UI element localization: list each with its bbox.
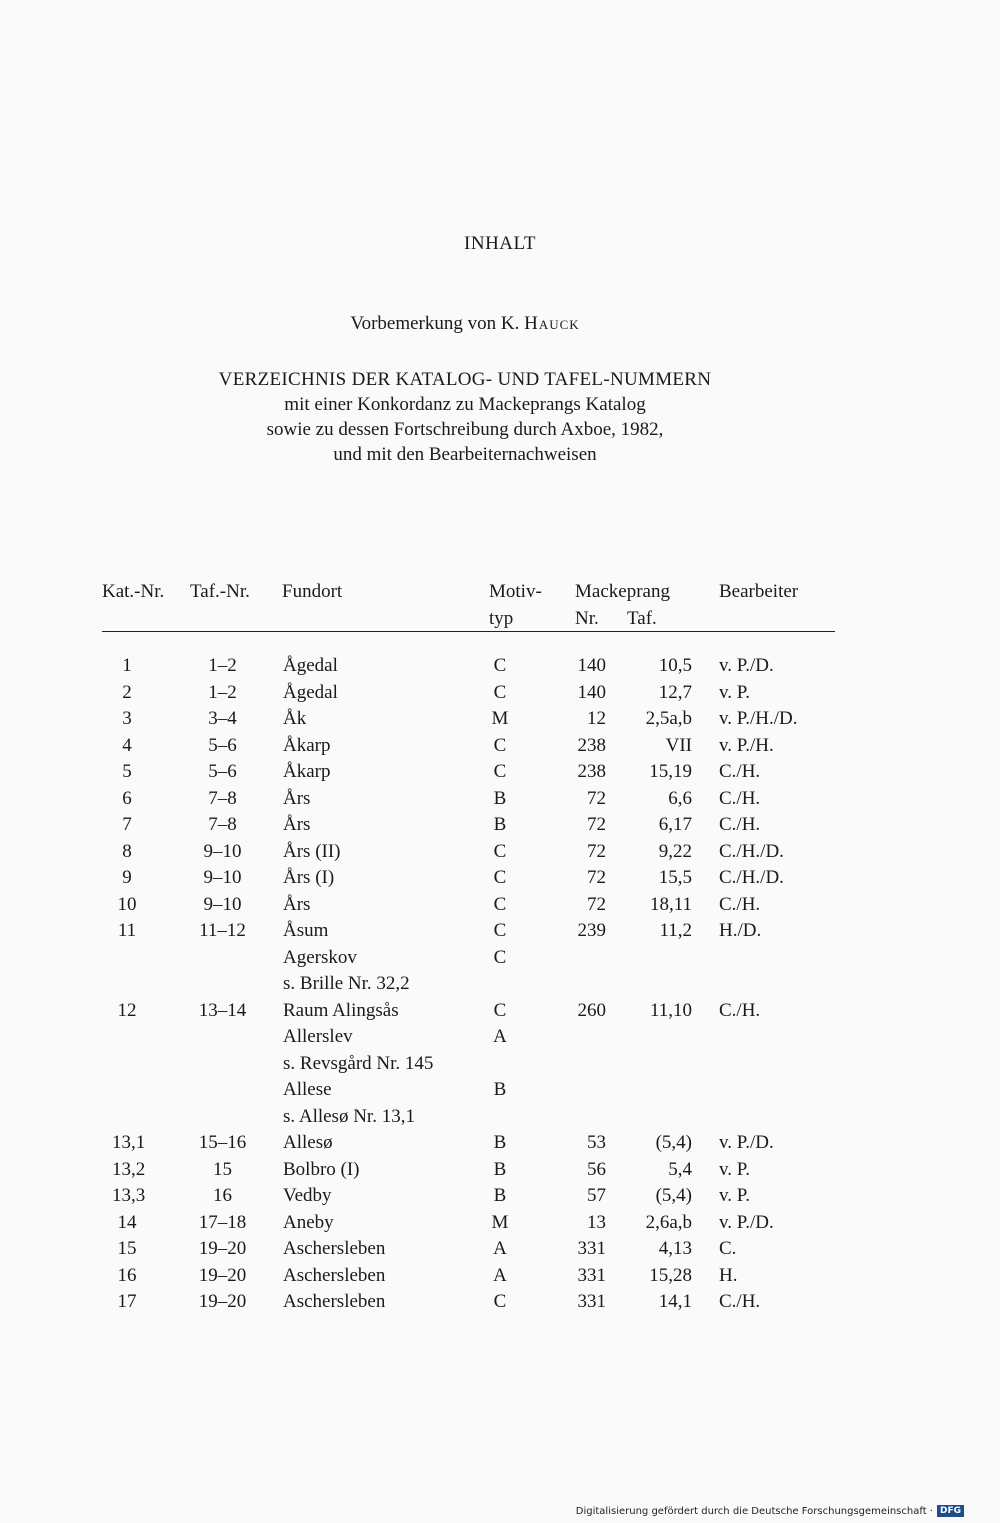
cell-mnr: 72 xyxy=(587,840,606,862)
cell-motiv: C xyxy=(493,920,507,941)
cell-fundort: Ågedal xyxy=(283,655,338,676)
cell-mtaf: 18,11 xyxy=(649,893,692,915)
table-row xyxy=(0,838,1000,865)
cell-fundort: s. Allesø Nr. 13,1 xyxy=(283,1105,415,1127)
cell-mtaf: (5,4) xyxy=(655,1185,692,1206)
cell-mtaf: (5,4) xyxy=(655,1132,692,1153)
table-row xyxy=(0,785,1000,812)
cell-kat: 7 xyxy=(122,814,132,835)
cell-motiv: C xyxy=(493,840,507,862)
cell-mnr: 72 xyxy=(587,893,606,915)
cell-bear: H. xyxy=(719,1264,738,1286)
verzeichnis-line-1: VERZEICHNIS DER KATALOG- UND TAFEL-NUMMERN xyxy=(218,369,712,390)
cell-mtaf: 2,5a,b xyxy=(645,708,692,729)
cell-bear: C./H./D. xyxy=(719,867,784,888)
cell-fundort: Bolbro (I) xyxy=(283,1158,360,1180)
cell-mtaf: 6,17 xyxy=(658,814,692,835)
cell-mtaf: 15,19 xyxy=(649,761,692,782)
vorbemerkung-entry[interactable] xyxy=(0,313,930,335)
cell-taf: 9–10 xyxy=(203,867,242,888)
footer-text: Digitalisierung gefördert durch die Deutsche Forschungsgemeinschaft · xyxy=(575,1505,933,1517)
vorbemerkung-author: Hauck xyxy=(524,313,580,334)
cell-fundort: Raum Alingsås xyxy=(283,999,399,1021)
cell-taf: 1–2 xyxy=(208,681,237,703)
cell-fundort: Allese xyxy=(283,1079,332,1100)
table-row xyxy=(0,705,1000,732)
cell-bear: H./D. xyxy=(719,920,762,941)
cell-fundort: Års (II) xyxy=(283,840,341,862)
cell-fundort: Aschersleben xyxy=(283,1238,386,1259)
cell-kat: 11 xyxy=(117,920,137,941)
cell-mtaf: 15,5 xyxy=(658,867,692,888)
header-kat: Kat.-Nr. xyxy=(102,581,165,602)
header-rule xyxy=(102,631,835,632)
table-row xyxy=(0,679,1000,706)
dfg-logo: DFG xyxy=(937,1505,964,1517)
table-row xyxy=(0,1076,1000,1103)
cell-motiv: B xyxy=(493,1158,507,1180)
header-motiv-2: typ xyxy=(489,608,514,629)
cell-bear: C./H. xyxy=(719,814,761,835)
cell-mtaf: 4,13 xyxy=(658,1238,692,1259)
cell-kat: 15 xyxy=(117,1238,137,1259)
cell-mnr: 331 xyxy=(577,1264,606,1286)
cell-motiv: C xyxy=(493,655,507,676)
table-row xyxy=(0,1129,1000,1156)
cell-mnr: 140 xyxy=(577,655,606,676)
cell-taf: 19–20 xyxy=(198,1291,247,1312)
header-motiv-1: Motiv- xyxy=(489,581,542,602)
cell-taf: 9–10 xyxy=(203,893,242,915)
cell-mtaf: 11,10 xyxy=(649,999,692,1021)
cell-kat: 8 xyxy=(122,840,132,862)
cell-mnr: 57 xyxy=(587,1185,606,1206)
cell-mnr: 238 xyxy=(577,734,606,756)
cell-fundort: Åsum xyxy=(283,920,329,941)
footer xyxy=(576,1505,964,1517)
cell-bear: C. xyxy=(719,1238,737,1259)
cell-motiv: B xyxy=(493,1079,507,1100)
cell-mnr: 331 xyxy=(577,1238,606,1259)
cell-fundort: Åkarp xyxy=(283,734,331,756)
cell-taf: 19–20 xyxy=(198,1238,247,1259)
cell-bear: v. P. xyxy=(719,1185,750,1206)
cell-fundort: Års xyxy=(283,814,311,835)
cell-mnr: 140 xyxy=(577,681,606,703)
cell-bear: v. P./D. xyxy=(719,1211,774,1233)
cell-mtaf: 10,5 xyxy=(658,655,692,676)
cell-kat: 13,3 xyxy=(112,1185,146,1206)
cell-mnr: 56 xyxy=(587,1158,606,1180)
cell-motiv: C xyxy=(493,893,507,915)
cell-motiv: A xyxy=(493,1238,507,1259)
cell-bear: v. P. xyxy=(719,681,750,703)
cell-motiv: B xyxy=(493,1185,507,1206)
table-row xyxy=(0,732,1000,759)
header-taf: Taf.-Nr. xyxy=(190,581,250,602)
cell-motiv: C xyxy=(493,761,507,782)
cell-fundort: Vedby xyxy=(283,1185,332,1206)
table-row xyxy=(0,917,1000,944)
cell-fundort: Års xyxy=(283,787,311,809)
cell-kat: 2 xyxy=(122,681,132,703)
cell-mtaf: 12,7 xyxy=(658,681,692,703)
cell-bear: v. P./D. xyxy=(719,655,774,676)
cell-fundort: Åk xyxy=(283,708,307,729)
cell-motiv: C xyxy=(493,946,507,968)
cell-taf: 13–14 xyxy=(198,999,247,1021)
header-mackeprang: Mackeprang xyxy=(575,581,670,602)
header-fundort: Fundort xyxy=(282,581,343,602)
cell-motiv: C xyxy=(493,867,507,888)
table-row xyxy=(0,811,1000,838)
verzeichnis-line-3: sowie zu dessen Fortschreibung durch Axboe, 1982, xyxy=(266,419,664,440)
cell-taf: 1–2 xyxy=(208,655,237,676)
cell-fundort: Aschersleben xyxy=(283,1264,386,1286)
table-row xyxy=(0,1023,1000,1050)
cell-taf: 5–6 xyxy=(208,734,237,756)
cell-mnr: 12 xyxy=(587,708,606,729)
cell-fundort: Års (I) xyxy=(283,867,335,888)
cell-mtaf: 15,28 xyxy=(649,1264,692,1286)
verzeichnis-line-4: und mit den Bearbeiternachweisen xyxy=(333,444,597,465)
cell-mnr: 331 xyxy=(577,1291,606,1312)
cell-bear: C./H./D. xyxy=(719,840,784,862)
cell-kat: 16 xyxy=(117,1264,137,1286)
cell-fundort: Års xyxy=(283,893,311,915)
cell-mnr: 53 xyxy=(587,1132,606,1153)
cell-bear: C./H. xyxy=(719,1291,761,1312)
cell-bear: C./H. xyxy=(719,893,761,915)
table-row xyxy=(0,1156,1000,1183)
cell-taf: 19–20 xyxy=(198,1264,247,1286)
cell-fundort: Aschersleben xyxy=(283,1291,386,1312)
cell-kat: 3 xyxy=(122,708,132,729)
cell-mtaf: 11,2 xyxy=(659,920,692,941)
header-mackeprang-taf: Taf. xyxy=(627,608,657,629)
table-row xyxy=(0,997,1000,1024)
table-row xyxy=(0,944,1000,971)
cell-fundort: Allerslev xyxy=(283,1026,353,1047)
cell-mtaf: VII xyxy=(665,734,692,756)
cell-kat: 9 xyxy=(122,867,132,888)
cell-mnr: 13 xyxy=(587,1211,606,1233)
cell-kat: 13,1 xyxy=(112,1132,146,1153)
verzeichnis-line-2: mit einer Konkordanz zu Mackeprangs Katalog xyxy=(284,394,646,415)
cell-taf: 16 xyxy=(213,1185,232,1206)
cell-bear: v. P./H./D. xyxy=(719,708,798,729)
table-row xyxy=(0,758,1000,785)
cell-taf: 7–8 xyxy=(208,787,237,809)
table-row xyxy=(0,1235,1000,1262)
cell-fundort: s. Revsgård Nr. 145 xyxy=(283,1052,434,1074)
cell-kat: 5 xyxy=(122,761,132,782)
cell-taf: 11–12 xyxy=(199,920,246,941)
table-row xyxy=(0,1209,1000,1236)
cell-taf: 9–10 xyxy=(203,840,242,862)
cell-kat: 12 xyxy=(117,999,137,1021)
cell-mnr: 72 xyxy=(587,787,606,809)
cell-mtaf: 6,6 xyxy=(668,787,692,809)
page-title: INHALT xyxy=(464,233,536,254)
cell-motiv: C xyxy=(493,734,507,756)
cell-bear: v. P./D. xyxy=(719,1132,774,1153)
cell-fundort: Agerskov xyxy=(283,946,357,968)
cell-kat: 1 xyxy=(122,655,132,676)
cell-motiv: B xyxy=(493,1132,507,1153)
cell-mnr: 72 xyxy=(587,867,606,888)
cell-fundort: Åkarp xyxy=(283,761,331,782)
cell-bear: v. P./H. xyxy=(719,734,774,756)
table-row xyxy=(0,1103,1000,1130)
cell-kat: 17 xyxy=(117,1291,137,1312)
cell-mtaf: 14,1 xyxy=(658,1291,692,1312)
cell-taf: 17–18 xyxy=(198,1211,247,1233)
cell-motiv: C xyxy=(493,999,507,1021)
cell-motiv: A xyxy=(493,1026,507,1047)
verzeichnis-entry[interactable] xyxy=(0,367,930,467)
cell-mnr: 260 xyxy=(577,999,606,1021)
cell-mnr: 72 xyxy=(587,814,606,835)
cell-fundort: Aneby xyxy=(283,1211,334,1233)
cell-motiv: B xyxy=(493,814,507,835)
cell-motiv: A xyxy=(493,1264,507,1286)
cell-bear: C./H. xyxy=(719,761,761,782)
cell-mnr: 239 xyxy=(577,920,606,941)
cell-mnr: 238 xyxy=(577,761,606,782)
cell-mtaf: 9,22 xyxy=(658,840,692,862)
table-row xyxy=(0,1050,1000,1077)
cell-taf: 15–16 xyxy=(198,1132,247,1153)
cell-kat: 4 xyxy=(122,734,132,756)
header-mackeprang-nr: Nr. xyxy=(575,608,599,629)
cell-motiv: C xyxy=(493,681,507,703)
cell-bear: C./H. xyxy=(719,787,761,809)
cell-taf: 3–4 xyxy=(208,708,237,729)
cell-taf: 15 xyxy=(213,1158,232,1180)
cell-mtaf: 5,4 xyxy=(668,1158,692,1180)
cell-motiv: C xyxy=(493,1291,507,1312)
table-row xyxy=(0,1288,1000,1315)
cell-bear: C./H. xyxy=(719,999,761,1021)
cell-motiv: B xyxy=(493,787,507,809)
cell-fundort: Ågedal xyxy=(283,681,338,703)
table-row xyxy=(0,1262,1000,1289)
cell-fundort: s. Brille Nr. 32,2 xyxy=(283,973,410,994)
cell-mtaf: 2,6a,b xyxy=(645,1211,692,1233)
vorbemerkung-text: Vorbemerkung von K. xyxy=(350,313,520,334)
cell-kat: 10 xyxy=(117,893,137,915)
table-row xyxy=(0,970,1000,997)
cell-bear: v. P. xyxy=(719,1158,750,1180)
cell-motiv: M xyxy=(491,1211,509,1233)
cell-taf: 7–8 xyxy=(208,814,237,835)
cell-taf: 5–6 xyxy=(208,761,237,782)
table-row xyxy=(0,864,1000,891)
cell-motiv: M xyxy=(491,708,509,729)
cell-kat: 13,2 xyxy=(112,1158,146,1180)
cell-kat: 14 xyxy=(117,1211,137,1233)
cell-kat: 6 xyxy=(122,787,132,809)
table-row xyxy=(0,652,1000,679)
header-bearbeiter: Bearbeiter xyxy=(719,581,799,602)
cell-fundort: Allesø xyxy=(283,1132,333,1153)
table-row xyxy=(0,1182,1000,1209)
table-row xyxy=(0,891,1000,918)
